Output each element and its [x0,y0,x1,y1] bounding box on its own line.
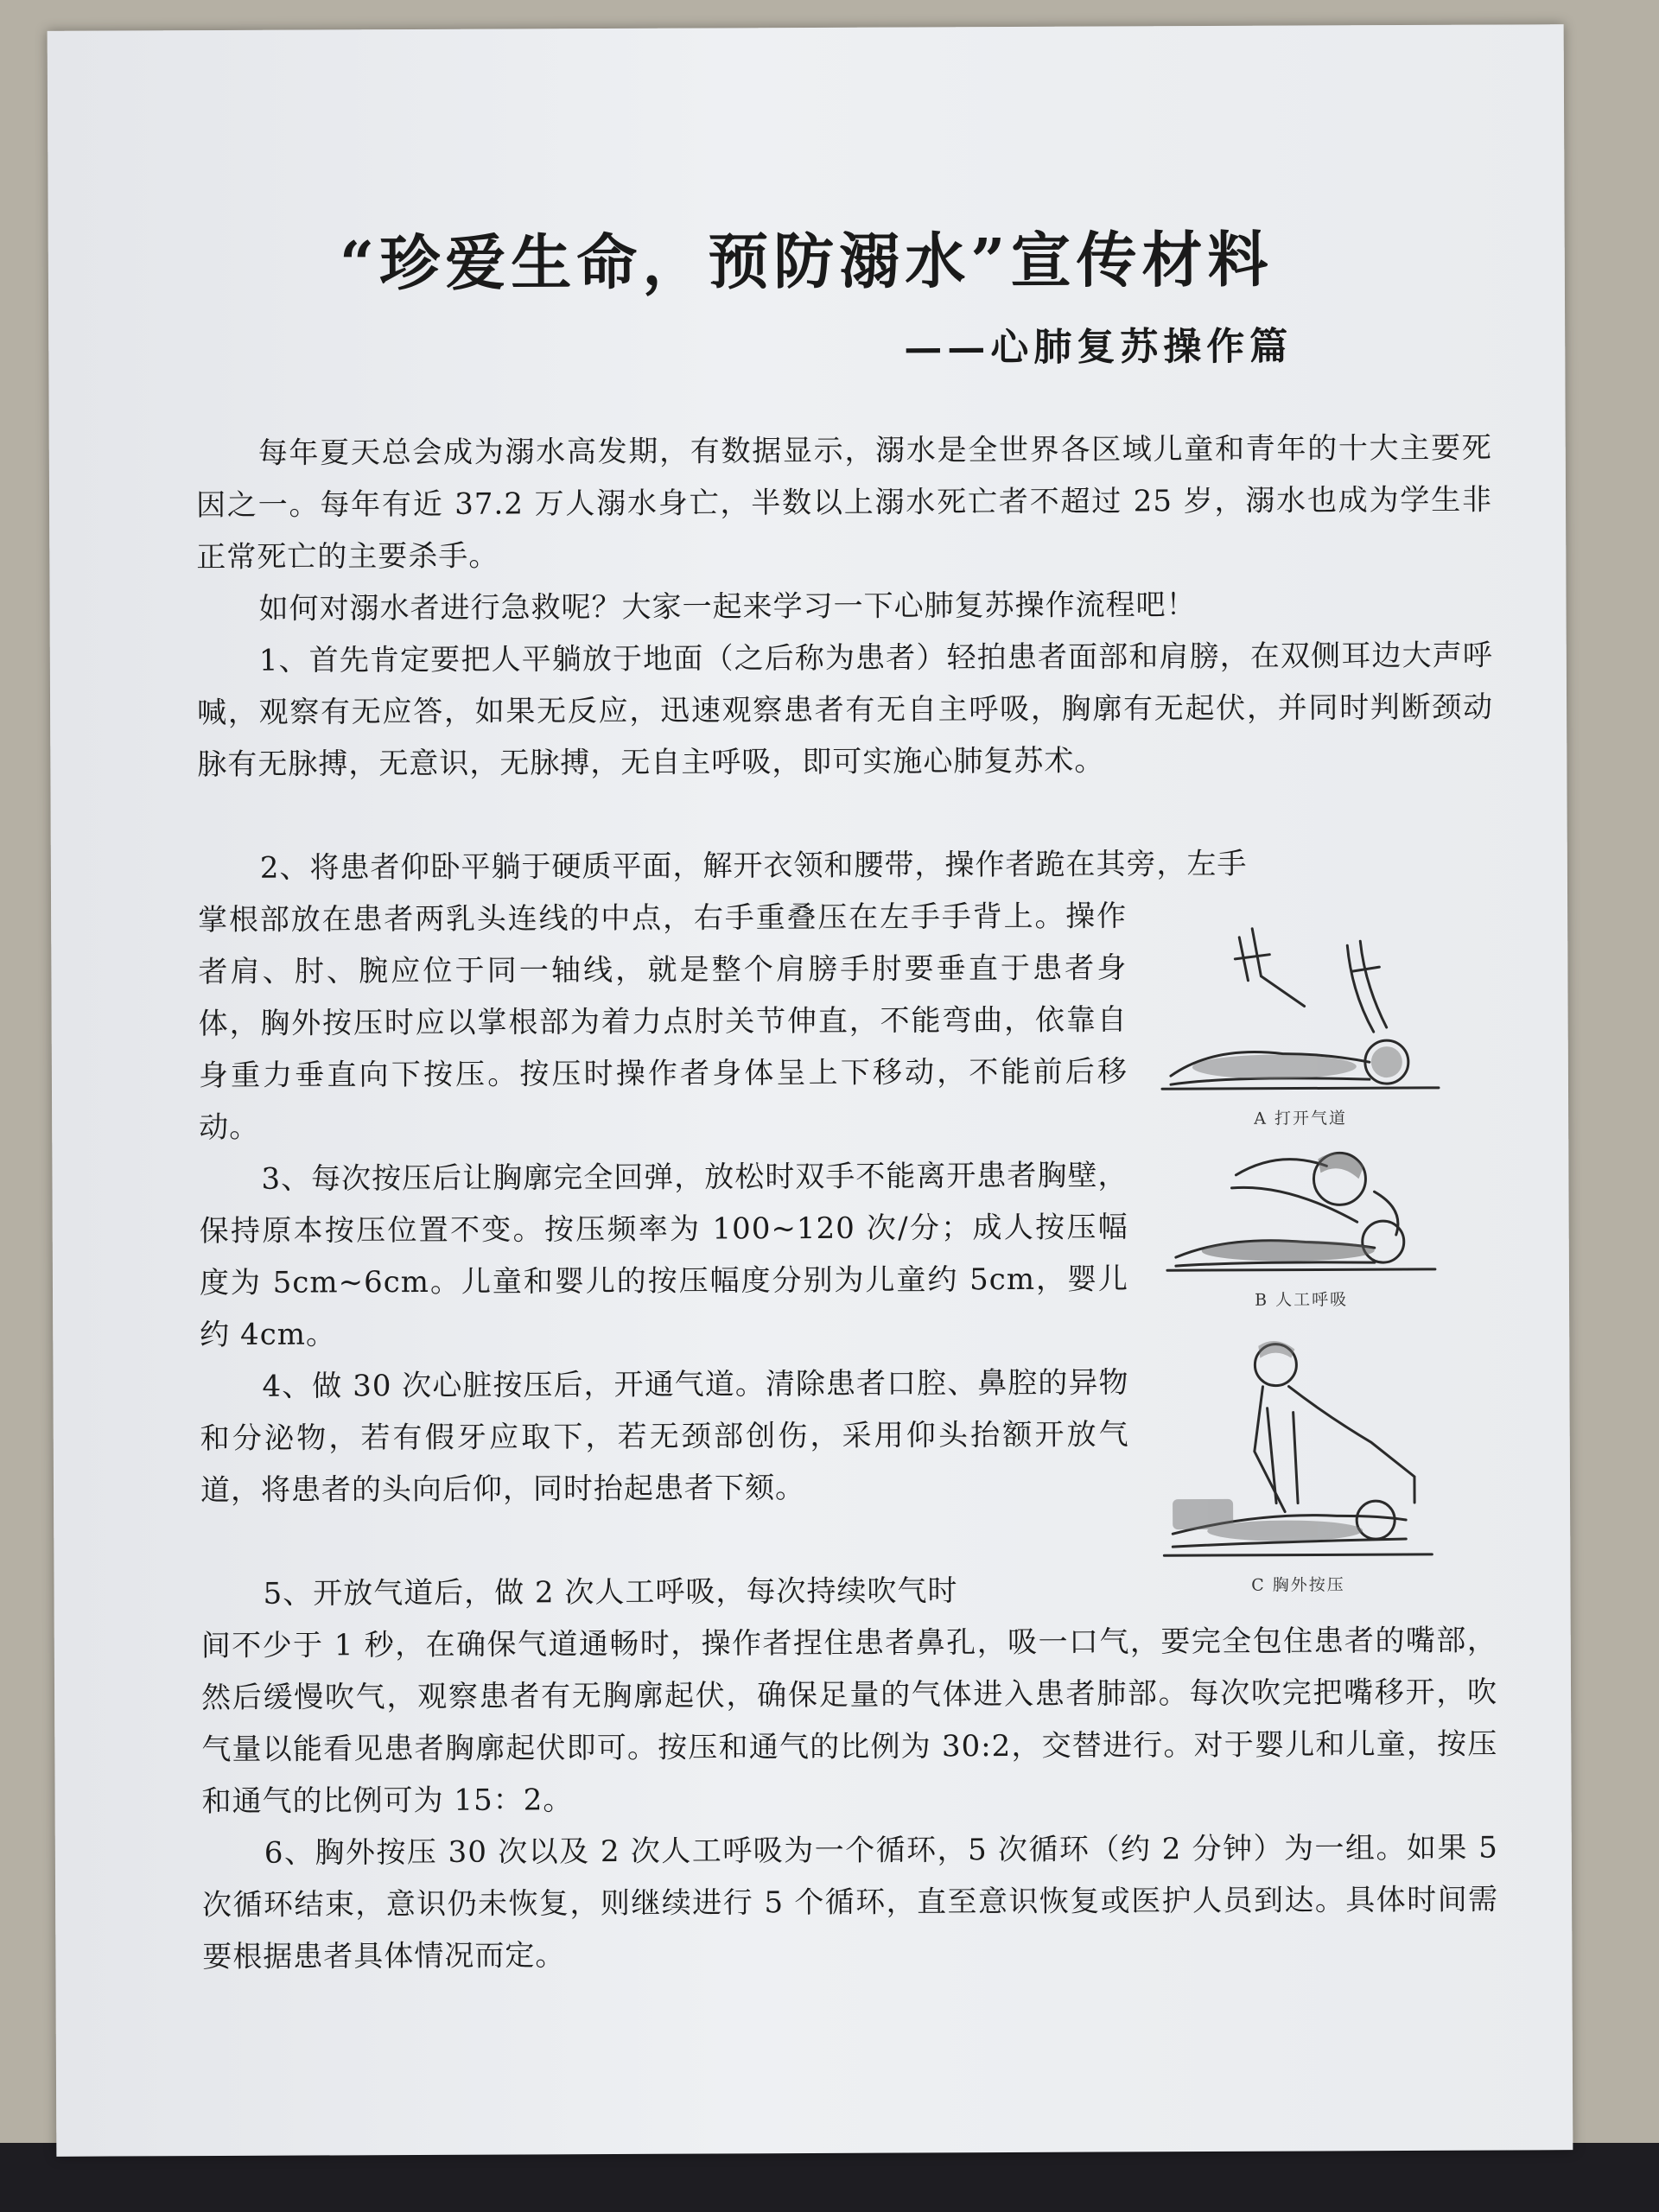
figure-b-caption: B 人工呼吸 [1255,1290,1349,1310]
figure-open-airway [1131,924,1469,1130]
step-6-paragraph: 6、胸外按压 30 次以及 2 次人工呼吸为一个循环，5 次循环（约 2 分钟）为一组。如果 5 次循环结束，意识仍未恢复，则继续进行 5 个循环，直至意识恢复或医护人员到达。具体时间需要根据患者具体情况而定。 [202,1830,1499,1975]
question-paragraph: 如何对溺水者进行急救呢？大家一起来学习一下心肺复苏操作流程吧！ [258,588,1197,626]
figure-rescue-breathing [1132,1140,1470,1312]
chest-compression-illustration-icon [1154,1338,1440,1564]
figure-a-caption: A 打开气道 [1254,1109,1348,1128]
figure-c-caption: C 胸外按压 [1251,1575,1345,1595]
intro-paragraph: 每年夏天总会成为溺水高发期，有数据显示，溺水是全世界各区域儿童和青年的十大主要死因之一。每年有近 37.2 万人溺水身亡，半数以上溺水死亡者不超过 25 岁，溺水也成为学生非正常死亡的主要杀手。 [195,430,1493,575]
step-2-first-line: 2、将患者仰卧平躺于硬质平面，解开衣领和腰带，操作者跪在其旁，左手 [259,846,1248,886]
document-sheet [48,24,1573,2157]
step-5-first-line: 5、开放气道后，做 2 次人工呼吸，每次持续吹气时 [263,1573,958,1611]
step-4-paragraph: 4、做 30 次心脏按压后，开通气道。清除患者口腔、鼻腔的异物和分泌物，若有假牙应取下，若无颈部创伤，采用仰头抬额开放气道，将患者的头向后仰，同时抬起患者下颏。 [200,1365,1129,1509]
step-5-paragraph: 间不少于 1 秒，在确保气道通畅时，操作者捏住患者鼻孔，吸一口气，要完全包住患者的嘴部，然后缓慢吹气，观察患者有无胸廓起伏，确保足量的气体进入患者肺部。每次吹完把嘴移开，吹气量以能看见患者胸廓起伏即可。按压和通气的比例为 30:2，交替进行。对于婴儿和儿童，按压和通气的比例可为 15：2。 [200,1623,1498,1820]
document-title: “珍爱生命，预防溺水”宣传材料 [339,223,1274,300]
figure-chest-compression [1124,1338,1471,1597]
step-2-paragraph: 掌根部放在患者两乳头连线的中点，右手重叠压在左手手背上。操作者肩、肘、腕应位于同一轴线，就是整个肩膀手肘要垂直于患者身体，胸外按压时应以掌根部为着力点肘关节伸直，不能弯曲，依靠自身重力垂直向下按压。按压时操作者身体呈上下移动，不能前后移动。 [198,899,1128,1146]
document-subtitle: ——心肺复苏操作篇 [904,324,1294,371]
rescue-breathing-illustration-icon [1158,1140,1444,1279]
open-airway-illustration-icon [1153,924,1447,1097]
step-3-paragraph: 3、每次按压后让胸廓完全回弹，放松时双手不能离开患者胸壁，保持原本按压位置不变。按压频率为 100~120 次/分；成人按压幅度为 5cm~6cm。儿童和婴儿的按压幅度分别为儿童约 5cm，婴儿约 4cm。 [199,1158,1129,1353]
step-1-paragraph: 1、首先肯定要把人平躺放于地面（之后称为患者）轻拍患者面部和肩膀，在双侧耳边大声呼喊，观察有无应答，如果无反应，迅速观察患者有无自主呼吸，胸廓有无起伏，并同时判断颈动脉有无脉搏，无意识，无脉搏，无自主呼吸，即可实施心肺复苏术。 [196,638,1494,783]
